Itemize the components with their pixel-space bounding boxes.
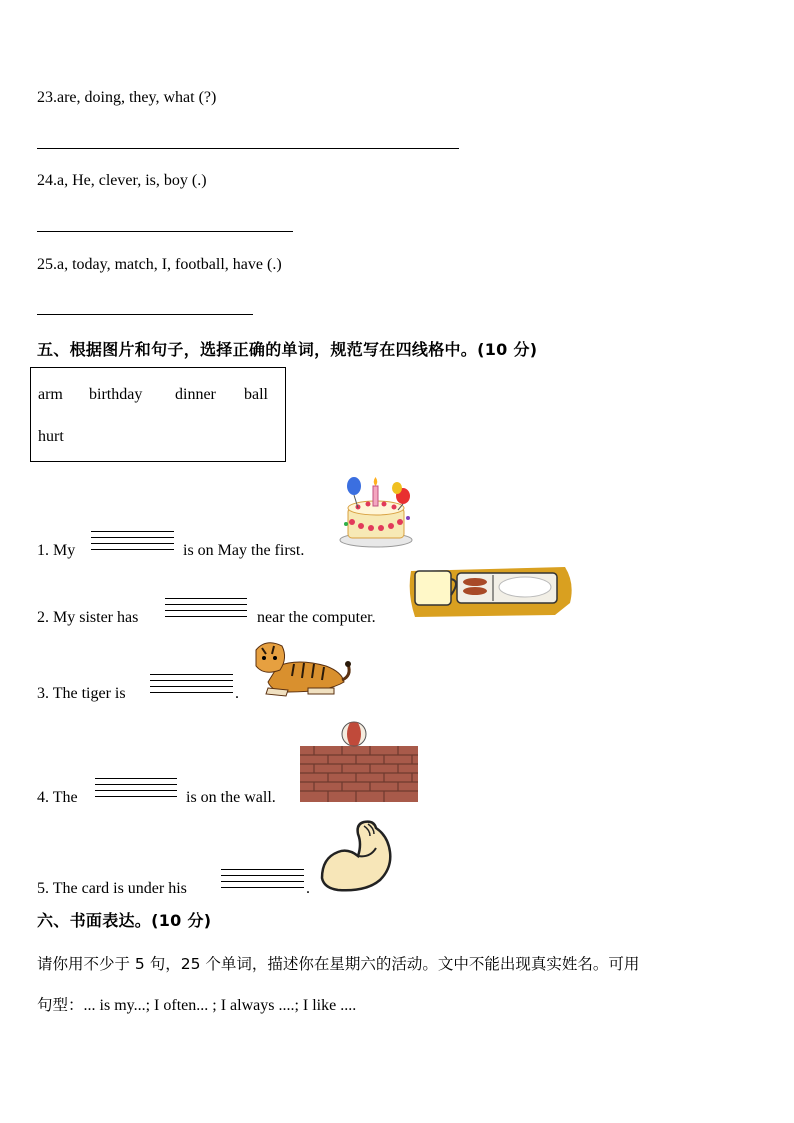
word-bank	[30, 367, 286, 462]
answer-line-24[interactable]	[37, 231, 293, 232]
ball-on-wall-image	[300, 718, 418, 804]
writing-instructions-line-1: 请你用不少于 5 句，25 个单词，描述你在星期六的活动。文中不能出现真实姓名。可用	[37, 955, 640, 973]
lying-tiger-image	[248, 636, 354, 700]
item-2-before: 2. My sister has	[37, 609, 139, 626]
word-bank-item: hurt	[38, 428, 64, 445]
item-3-after: .	[235, 685, 239, 702]
question-prompt: are, doing, they, what (?)	[57, 89, 217, 106]
question-23	[37, 88, 216, 108]
question-number: 23.	[37, 89, 57, 106]
item-3-before: 3. The tiger is	[37, 685, 126, 702]
item-4-after: is on the wall.	[186, 789, 276, 806]
section-5-heading: 五、根据图片和句子，选择正确的单词，规范写在四线格中。(10 分)	[37, 340, 538, 359]
word-bank-item: birthday	[89, 386, 143, 403]
question-prompt: a, He, clever, is, boy (.)	[57, 172, 207, 189]
four-line-grid-3[interactable]	[150, 674, 233, 693]
four-line-grid-4[interactable]	[95, 778, 177, 797]
question-prompt: a, today, match, I, football, have (.)	[57, 256, 282, 273]
item-2-after: near the computer.	[257, 609, 376, 626]
four-line-grid-1[interactable]	[91, 531, 174, 550]
word-bank-item: dinner	[175, 386, 216, 403]
item-5-after: .	[306, 880, 310, 897]
item-1-after: is on May the first.	[183, 542, 305, 559]
question-number: 24.	[37, 172, 57, 189]
question-number: 25.	[37, 256, 57, 273]
item-5-before: 5. The card is under his	[37, 880, 187, 897]
sentence-patterns: ... is my...; I often... ; I always ....; I like ....	[83, 997, 357, 1014]
writing-instructions-line-2	[37, 995, 356, 1016]
flexed-arm-image	[318, 818, 394, 894]
word-bank-item: ball	[244, 386, 268, 403]
four-line-grid-5[interactable]	[221, 869, 304, 888]
sentence-pattern-label: 句型：	[37, 996, 84, 1014]
item-4-before: 4. The	[37, 789, 78, 806]
question-24	[37, 171, 207, 191]
word-bank-item: arm	[38, 386, 63, 403]
birthday-cake-image	[336, 474, 416, 550]
dinner-tray-image	[405, 563, 575, 621]
question-25	[37, 255, 282, 275]
item-1-before: 1. My	[37, 542, 76, 559]
four-line-grid-2[interactable]	[165, 598, 247, 617]
answer-line-25[interactable]	[37, 314, 253, 315]
answer-line-23[interactable]	[37, 148, 459, 149]
section-6-heading: 六、书面表达。(10 分)	[37, 911, 212, 930]
